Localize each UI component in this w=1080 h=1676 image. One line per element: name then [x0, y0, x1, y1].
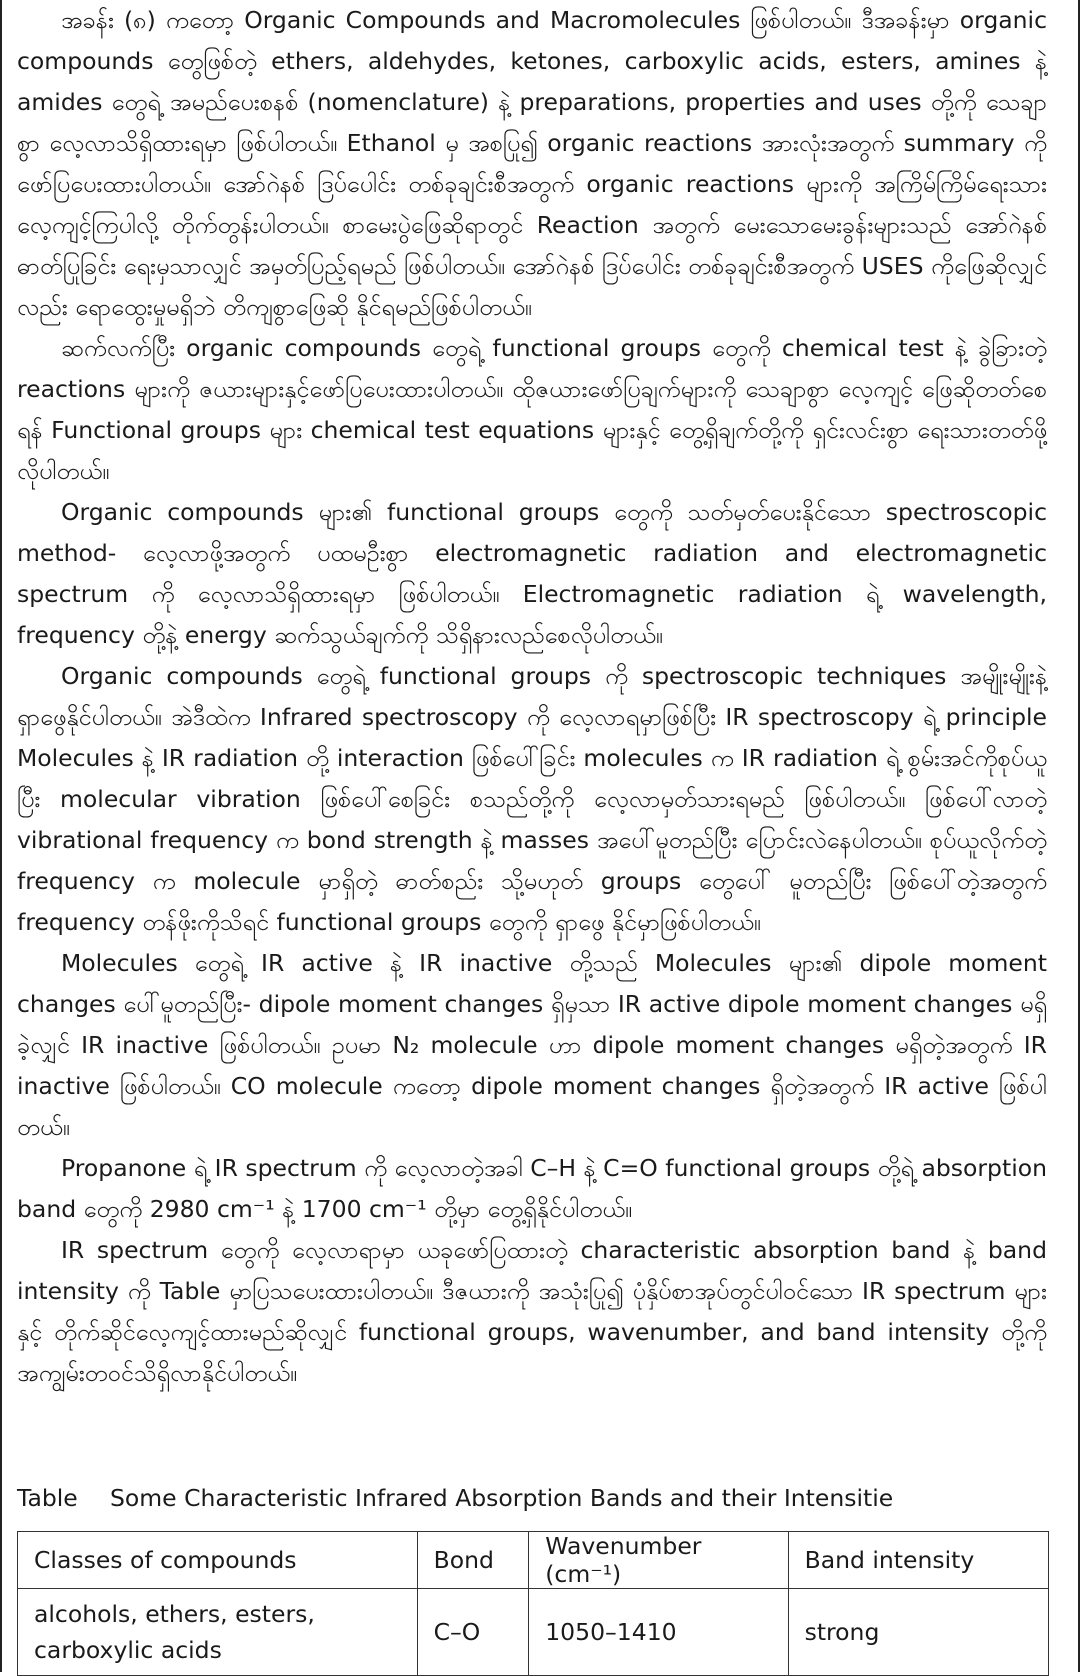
table-row: [18, 1589, 1049, 1676]
cell-bond: C–O: [417, 1589, 529, 1676]
ir-absorption-table: [17, 1531, 1049, 1676]
body-text: [17, 0, 1047, 1394]
header-classes-of-compounds: Classes of compounds: [18, 1532, 418, 1589]
header-wavenumber: Wavenumber (cm⁻¹): [529, 1532, 788, 1589]
header-bond: Bond: [417, 1532, 529, 1589]
paragraph-propanone: Propanone ရဲ့ IR spectrum ကို လေ့လာတဲ့အခါ C–H နဲ့ C=O functional groups တို့ရဲ့ absorption band တွေကို 2980 cm⁻¹ နဲ့ 1700 cm⁻¹ တို့မှာ တွေ့ရှိနိုင်ပါတယ်။: [17, 1154, 1047, 1223]
header-band-intensity: Band intensity: [788, 1532, 1048, 1589]
paragraph-functional-group-tests: ဆက်လက်ပြီး organic compounds တွေရဲ့ functional groups တွေကို chemical test နဲ့ ခွဲခြားတဲ့ reactions များကို ဇယားများနှင့်ဖော်ပြပေးထားပါတယ်။ ထိုဇယားဖော်ပြချက်များကို သေချာစွာ လေ့ကျင့် ဖြေဆိုတတ်စေရန် Functional groups များ chemical test equations များနှင့် တွေ့ရှိချက်တို့ကို ရှင်းလင်းစွာ ရေးသားတတ်ဖို့လိုပါတယ်။: [17, 334, 1047, 485]
cell-classes: alcohols, ethers, esters, carboxylic acids: [18, 1589, 418, 1676]
page-border-left: [0, 0, 2, 1672]
paragraph-ir-active: Molecules တွေရဲ့ IR active နဲ့ IR inactive တို့သည် Molecules များ၏ dipole moment changes ပေါ်မူတည်ပြီး- dipole moment changes ရှိမှသာ IR active dipole moment changes မရှိခဲ့လျှင် IR inactive ဖြစ်ပါတယ်။ ဥပမာ N₂ molecule ဟာ dipole moment changes မရှိတဲ့အတွက် IR inactive ဖြစ်ပါတယ်။ CO molecule ကတော့ dipole moment changes ရှိတဲ့အတွက် IR active ဖြစ်ပါတယ်။: [17, 949, 1047, 1141]
paragraph-table-intro: IR spectrum တွေကို လေ့လာရာမှာ ယခုဖော်ပြထားတဲ့ characteristic absorption band နဲ့ band intensity ကို Table မှာပြသပေးထားပါတယ်။ ဒီဇယားကို အသုံးပြု၍ ပုံနှိပ်စာအုပ်တွင်ပါဝင်သော IR spectrum များနှင့် တိုက်ဆိုင်လေ့ကျင့်ထားမည်ဆိုလျှင် functional groups, wavenumber, and band intensity တို့ကို အကျွမ်းတဝင်သိရှိလာနိုင်ပါတယ်။: [17, 1236, 1047, 1387]
table-caption-label: Table: [17, 1484, 78, 1512]
table-caption: [17, 1480, 1057, 1516]
cell-wavenumber: 1050–1410: [529, 1589, 788, 1676]
table-header-row: [18, 1532, 1049, 1589]
table-caption-text: Some Characteristic Infrared Absorption Bands and their Intensitie: [110, 1484, 894, 1512]
paragraph-chapter-intro: အခန်း (၈) ကတော့ Organic Compounds and Macromolecules ဖြစ်ပါတယ်။ ဒီအခန်းမှာ organic compounds တွေဖြစ်တဲ့ ethers, aldehydes, ketones, carboxylic acids, esters, amines နဲ့ amides တွေရဲ့ အမည်ပေးစနစ် (nomenclature) နဲ့ preparations, properties and uses တို့ကို သေချာစွာ လေ့လာသိရှိထားရမှာ ဖြစ်ပါတယ်။ Ethanol မှ အစပြု၍ organic reactions အားလုံးအတွက် summary ကို ဖော်ပြပေးထားပါတယ်။ အော်ဂဲနစ် ဒြပ်ပေါင်း တစ်ခုချင်းစီအတွက် organic reactions များကို အကြိမ်ကြိမ်ရေးသားလေ့ကျင့်ကြပါလို့ တိုက်တွန်းပါတယ်။ စာမေးပွဲဖြေဆိုရာတွင် Reaction အတွက် မေးသောမေးခွန်းများသည် အော်ဂဲနစ်ဓာတ်ပြုခြင်း ရေးမှသာလျှင် အမှတ်ပြည့်ရမည် ဖြစ်ပါတယ်။ အော်ဂဲနစ် ဒြပ်ပေါင်း တစ်ခုချင်းစီအတွက် USES ကိုဖြေဆိုလျှင်လည်း ရောထွေးမှုမရှိဘဲ တိကျစွာဖြေဆို နိုင်ရမည်ဖြစ်ပါတယ်။: [17, 6, 1047, 321]
paragraph-electromagnetic-radiation: Organic compounds များ၏ functional groups တွေကို သတ်မှတ်ပေးနိုင်သော spectroscopic method- လေ့လာဖို့အတွက် ပထမဦးစွာ electromagnetic radiation and electromagnetic spectrum ကို လေ့လာသိရှိထားရမှာ ဖြစ်ပါတယ်။ Electromagnetic radiation ရဲ့ wavelength, frequency တို့နဲ့ energy ဆက်သွယ်ချက်ကို သိရှိနားလည်စေလိုပါတယ်။: [17, 498, 1047, 649]
cell-intensity: strong: [788, 1589, 1048, 1676]
paragraph-ir-spectroscopy: Organic compounds တွေရဲ့ functional groups ကို spectroscopic techniques အမျိုးမျိုးနဲ့ ရှာဖွေနိုင်ပါတယ်။ အဲဒီထဲက Infrared spectroscopy ကို လေ့လာရမှာဖြစ်ပြီး IR spectroscopy ရဲ့ principle Molecules နဲ့ IR radiation တို့ interaction ဖြစ်ပေါ်ခြင်း molecules က IR radiation ရဲ့ စွမ်းအင်ကိုစုပ်ယူပြီး molecular vibration ဖြစ်ပေါ်စေခြင်း စသည်တို့ကို လေ့လာမှတ်သားရမည် ဖြစ်ပါတယ်။ ဖြစ်ပေါ်လာတဲ့ vibrational frequency က bond strength နဲ့ masses အပေါ်မူတည်ပြီး ပြောင်းလဲနေပါတယ်။ စုပ်ယူလိုက်တဲ့ frequency က molecule မှာရှိတဲ့ ဓာတ်စည်း သို့မဟုတ် groups တွေပေါ် မူတည်ပြီး ဖြစ်ပေါ်တဲ့အတွက် frequency တန်ဖိုးကိုသိရင် functional groups တွေကို ရှာဖွေ နိုင်မှာဖြစ်ပါတယ်။: [17, 662, 1047, 936]
